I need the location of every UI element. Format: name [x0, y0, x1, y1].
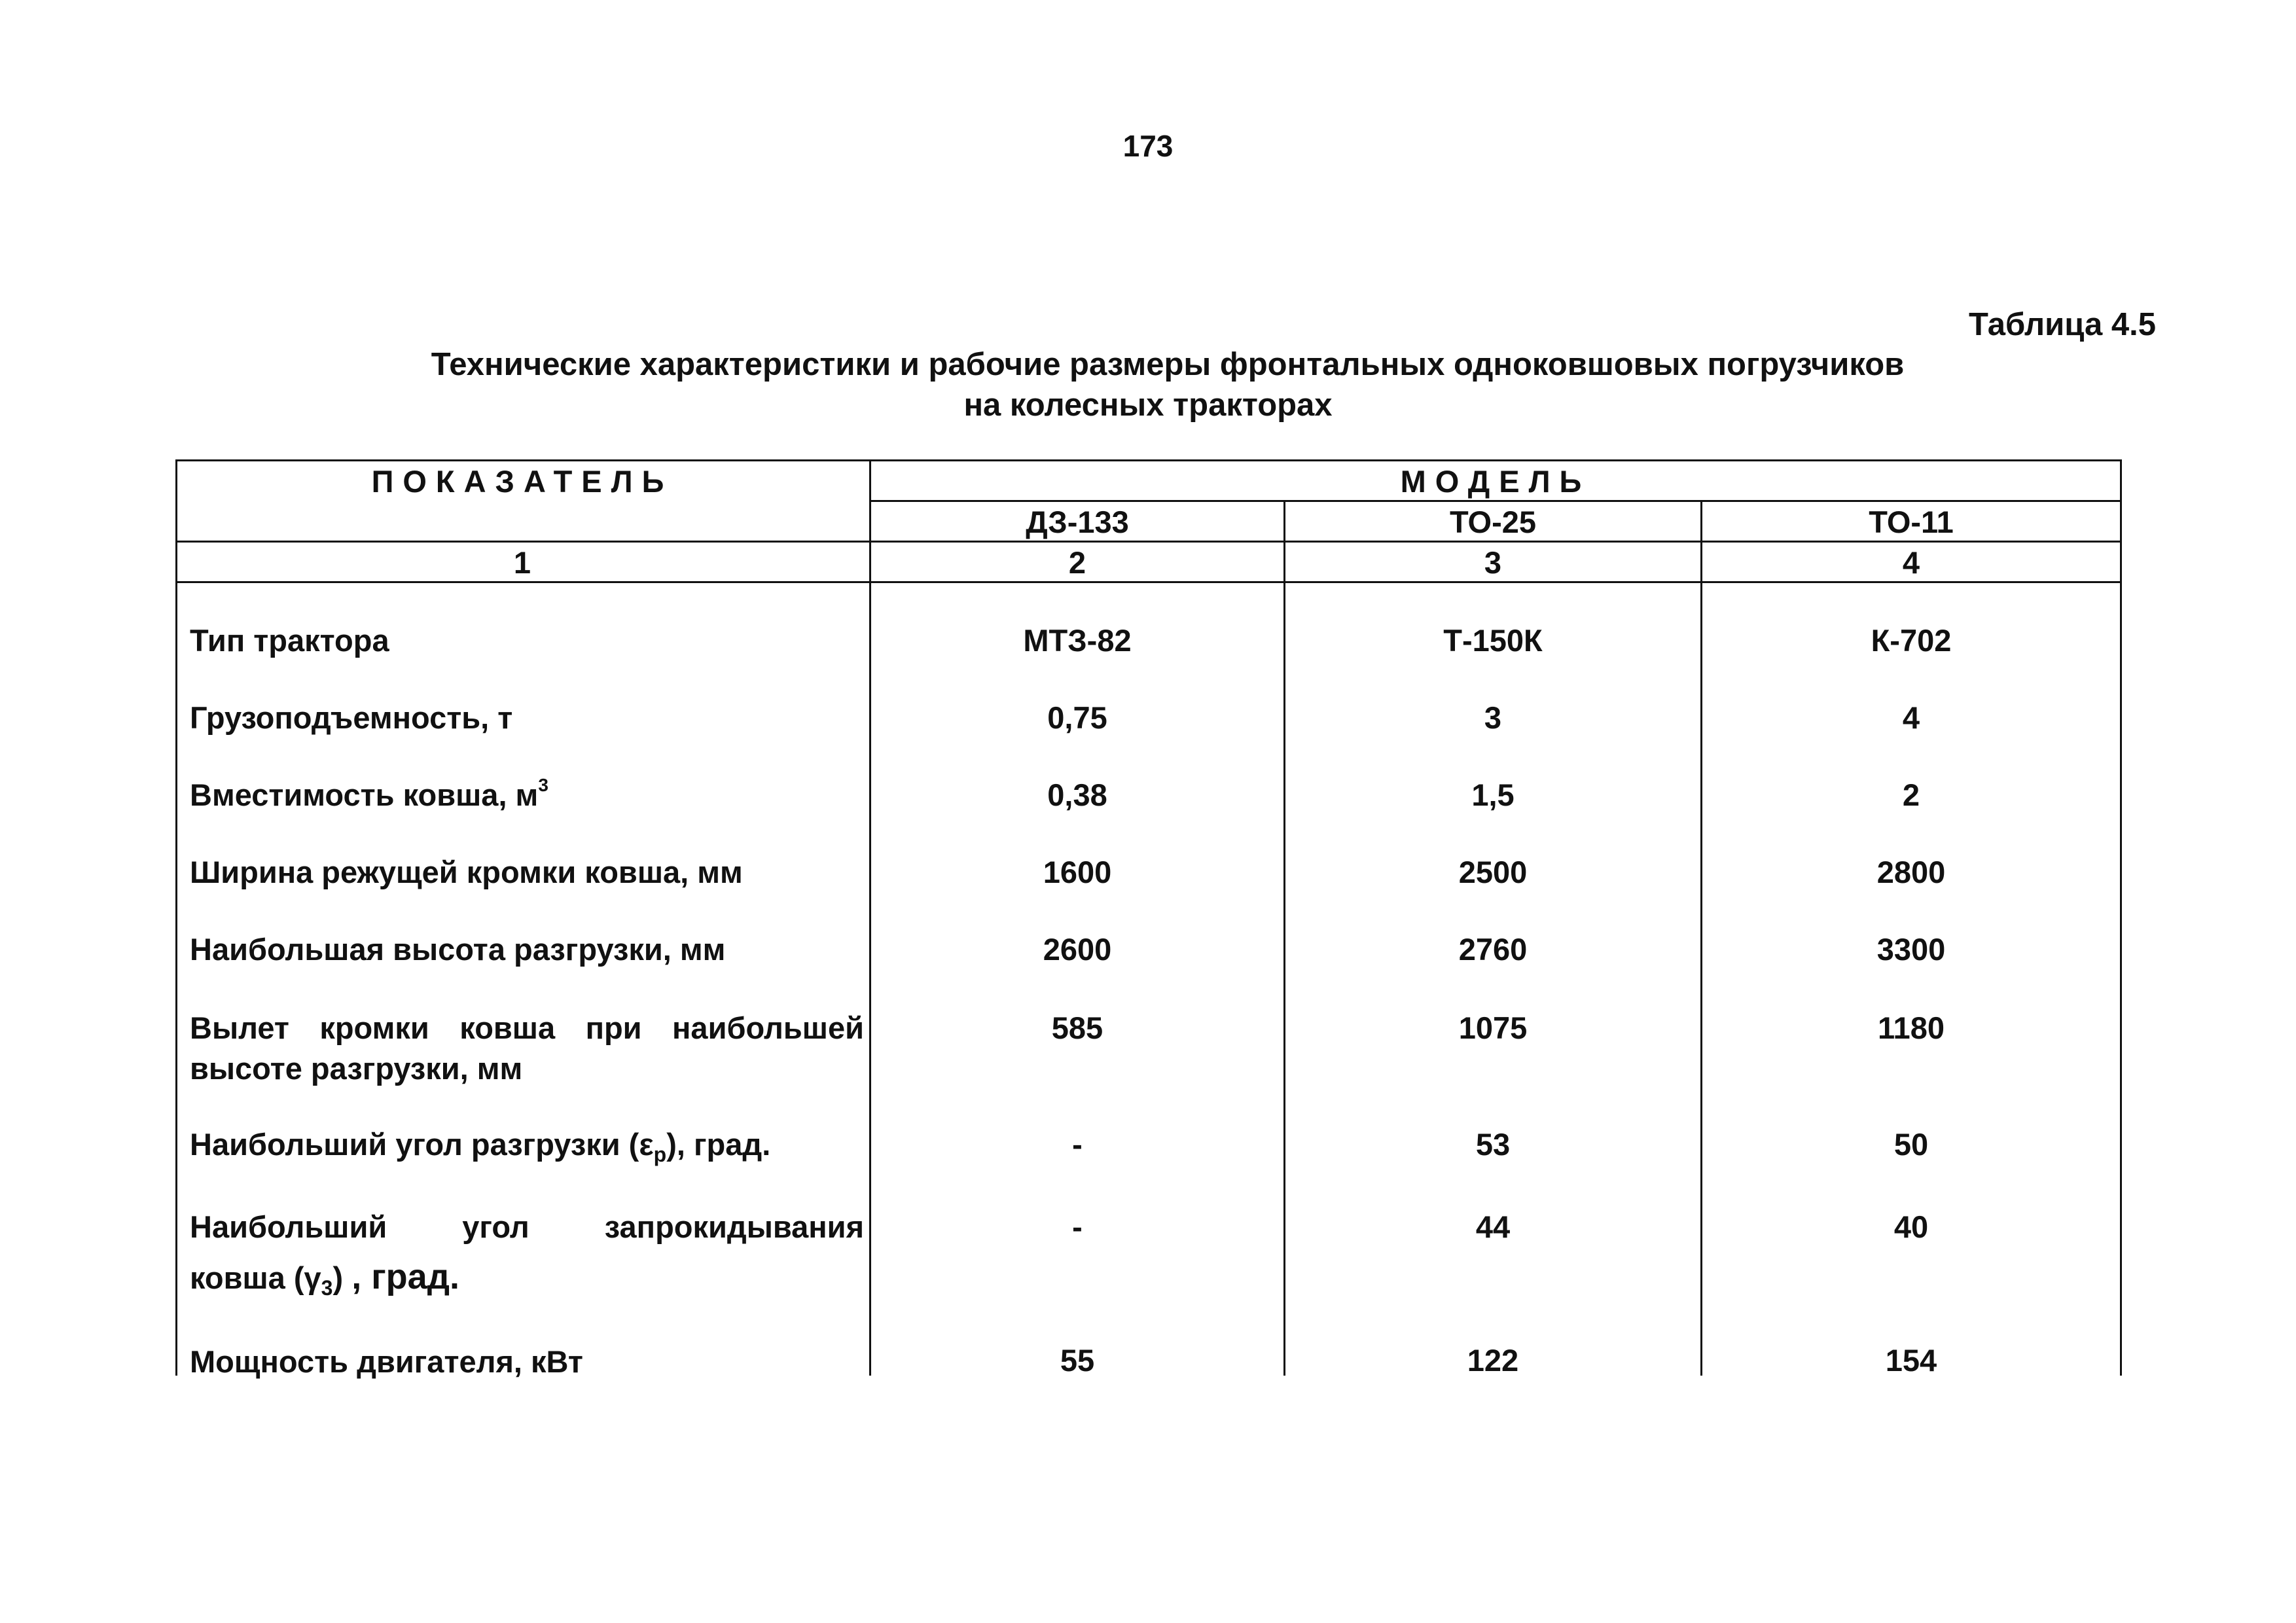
row-label-subscript: 3: [321, 1276, 333, 1300]
row-value: 40: [1893, 1209, 1929, 1244]
page-number: 173: [1122, 129, 1174, 163]
row-value: 1600: [1043, 855, 1112, 889]
row-value: 154: [1885, 1343, 1937, 1378]
gamma-symbol: γ: [304, 1260, 321, 1295]
table-rule-numbers-bottom: [175, 581, 2122, 583]
row-value: 2760: [1458, 932, 1528, 967]
table-title: [0, 344, 2296, 425]
table-rule-top: [175, 459, 2122, 461]
spec-table: [175, 459, 2122, 1379]
row-label-line: [190, 1257, 864, 1298]
header-indicator: ПОКАЗАТЕЛЬ: [371, 464, 673, 499]
epsilon-symbol: ε: [639, 1127, 654, 1162]
row-value: 0,75: [1047, 700, 1107, 735]
row-value: 44: [1475, 1209, 1511, 1244]
row-value: 2600: [1043, 932, 1112, 967]
table-title-line1: Технические характеристики и рабочие размеры фронтальных одноковшовых погрузчиков: [431, 347, 1905, 382]
row-label: [190, 775, 864, 815]
row-value: 1,5: [1471, 777, 1515, 812]
col-number-2: 2: [1068, 545, 1086, 580]
row-value: 0,38: [1047, 777, 1107, 812]
row-label-text: , град.: [351, 1257, 459, 1296]
row-label-text: ): [332, 1260, 344, 1295]
table-label: Таблица 4.5: [1969, 307, 2156, 342]
row-label-line: Наибольший угол запрокидывания: [190, 1209, 864, 1244]
row-value: 4: [1902, 700, 1920, 735]
row-value: 3: [1484, 700, 1502, 735]
row-label: Ширина режущей кромки ковша, мм: [190, 855, 743, 889]
header-model-3: ТО-11: [1869, 505, 1954, 539]
row-value: 2500: [1458, 855, 1528, 889]
col-number-3: 3: [1484, 545, 1502, 580]
row-label: [190, 1124, 864, 1165]
table-rule-left: [175, 459, 177, 1376]
row-value: 1180: [1878, 1010, 1945, 1045]
row-label-text: Вместимость ковша, м: [190, 777, 539, 812]
col-number-4: 4: [1902, 545, 1920, 580]
row-label: Тип трактора: [190, 623, 389, 658]
row-value: 2800: [1876, 855, 1946, 889]
table-rule-header-bottom: [175, 541, 2122, 543]
row-value: 1075: [1458, 1010, 1528, 1045]
row-value: МТЗ-82: [1023, 623, 1132, 658]
row-label: Наибольшая высота разгрузки, мм: [190, 932, 726, 967]
row-value: 3300: [1876, 932, 1946, 967]
header-model-2: ТО-25: [1449, 505, 1537, 539]
row-value: 122: [1467, 1343, 1519, 1378]
row-value: 585: [1051, 1010, 1103, 1045]
row-label: Вылет кромки ковша при наибольшей высоте разгрузки, мм: [190, 1010, 864, 1086]
table-title-line2: на колесных тракторах: [963, 387, 1333, 423]
row-value: Т-150К: [1443, 623, 1543, 658]
header-model-1: ДЗ-133: [1026, 505, 1129, 539]
row-value: -: [1072, 1209, 1083, 1244]
row-label-text: Наибольший угол разгрузки (: [190, 1127, 639, 1162]
row-label: Грузоподъемность, т: [190, 700, 513, 735]
row-value: 55: [1060, 1343, 1095, 1378]
row-label-text: ), град.: [666, 1127, 771, 1162]
header-model: МОДЕЛЬ: [1400, 464, 1591, 499]
row-value: 2: [1902, 777, 1920, 812]
table-rule-right: [2120, 459, 2122, 1376]
row-value: -: [1072, 1127, 1083, 1162]
table-rule-model-split: [869, 500, 2122, 502]
row-label: [190, 1207, 864, 1298]
row-label-subscript: р: [653, 1143, 667, 1166]
row-label-text: ковша (: [190, 1260, 304, 1295]
row-value: 53: [1475, 1127, 1511, 1162]
col-number-1: 1: [513, 545, 531, 580]
row-value: 50: [1893, 1127, 1929, 1162]
row-value: К-702: [1871, 623, 1952, 658]
row-label-superscript: 3: [538, 775, 548, 795]
row-label: Мощность двигателя, кВт: [190, 1344, 583, 1379]
